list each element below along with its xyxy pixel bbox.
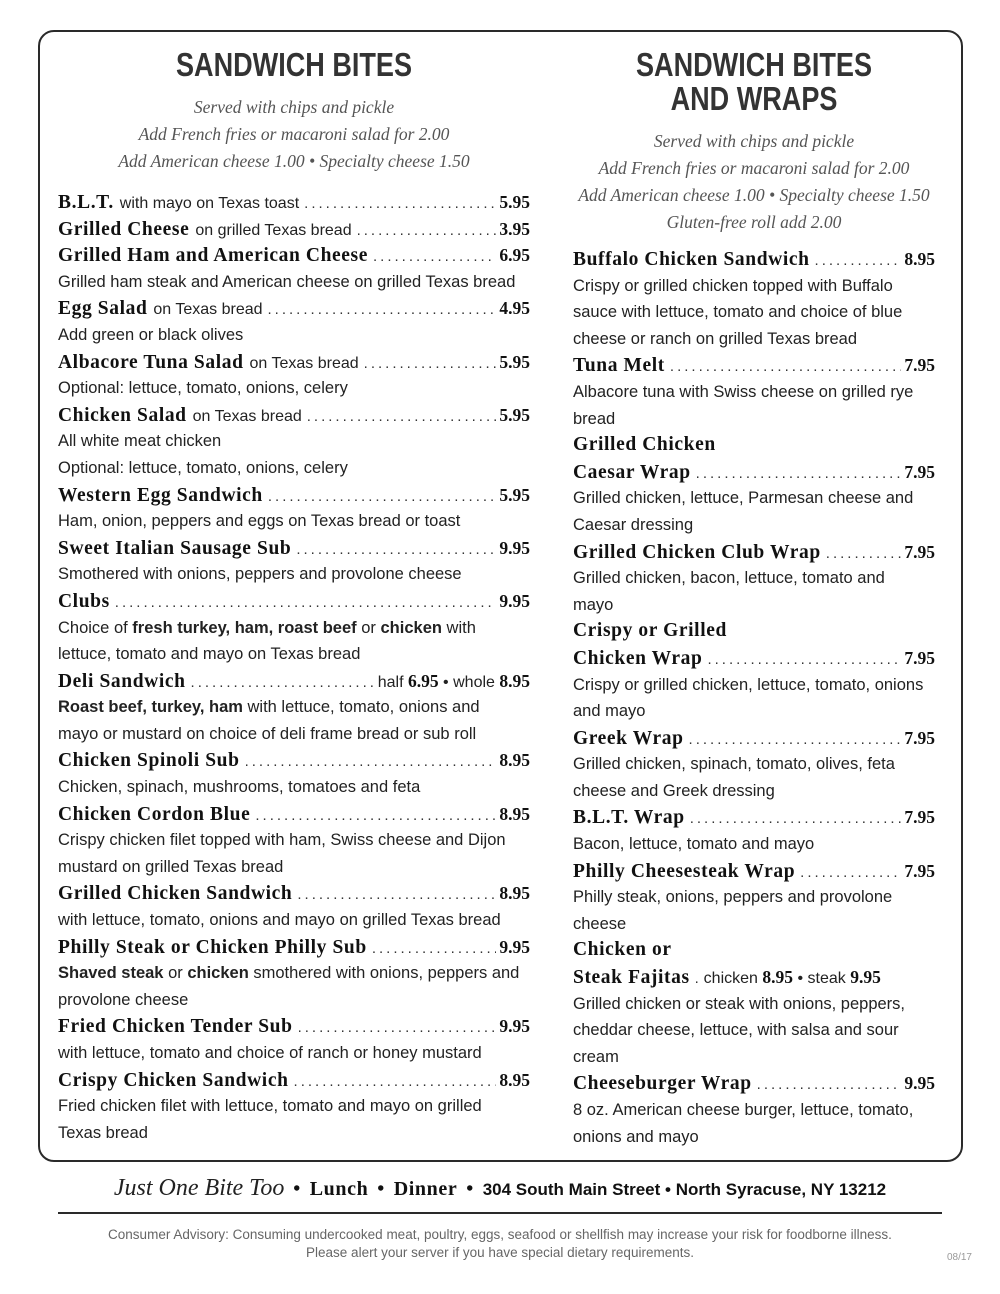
leader-dots: [693, 966, 701, 993]
left-item-list: [58, 189, 530, 588]
item-name: Sweet Italian Sausage Sub: [58, 537, 292, 559]
item-description: Crispy chicken filet topped with ham, Swiss cheese and Dijon: [58, 831, 506, 850]
item-name: Chicken Cordon Blue: [58, 803, 251, 825]
item-note: on grilled Texas bread: [195, 221, 352, 239]
item-price: 9.95: [499, 537, 530, 558]
menu-item: [58, 482, 530, 535]
item-description: Choice of fresh turkey, ham, roast beef or chicken with: [58, 618, 476, 637]
item-name: Grilled Chicken Sandwich: [58, 883, 293, 905]
item-price: 8.95: [499, 803, 530, 824]
item-description: Fried chicken filet with lettuce, tomato and mayo on grilled: [58, 1097, 482, 1116]
right-subtitles: [573, 128, 935, 236]
leader-dots: [755, 1072, 902, 1099]
left-subtitles: [58, 94, 530, 175]
leader-dots: [694, 461, 902, 488]
item-note: on Texas bread: [192, 407, 302, 425]
right-subtitle: Add French fries or macaroni salad for 2.00: [598, 158, 910, 178]
menu-item: [573, 618, 935, 724]
leader-dots: [296, 1015, 497, 1042]
leader-dots: [292, 1069, 497, 1096]
item-name: Caesar Wrap: [573, 461, 691, 483]
menu-item: [58, 349, 530, 402]
item-description: Bacon, lettuce, tomato and mayo: [573, 835, 815, 854]
item-price: 8.95: [904, 249, 935, 269]
menu-item: [58, 880, 530, 933]
item-description: mayo or mustard on choice of deli frame bread or sub roll: [58, 724, 477, 743]
menu-item: [58, 1067, 530, 1147]
menu-item-philly-sub: [58, 934, 530, 1014]
footer-divider: [58, 1212, 942, 1214]
right-column: [573, 48, 935, 1150]
menu-item: [573, 352, 935, 432]
menu-item: [573, 539, 935, 619]
leader-dots: [266, 297, 497, 324]
menu-item: [573, 804, 935, 857]
item-description: onions and mayo: [573, 1127, 699, 1146]
leader-dots: [294, 537, 496, 564]
item-description: cheese or ranch on grilled Texas bread: [573, 329, 858, 348]
item-name: Tuna Melt: [573, 355, 665, 377]
item-price: 5.95: [499, 404, 530, 425]
item-description: Grilled ham steak and American cheese on grilled Texas bread: [58, 272, 516, 291]
item-description: Chicken, spinach, mushrooms, tomatoes and feta: [58, 778, 421, 797]
item-description: cream: [573, 1047, 619, 1066]
item-name: Philly Cheesesteak Wrap: [573, 860, 796, 882]
item-name: Albacore Tuna Salad: [58, 351, 244, 373]
item-description: cheese: [573, 914, 627, 933]
item-description: Texas bread: [58, 1123, 148, 1142]
steak-price: 9.95: [850, 967, 881, 988]
footer: Just One Bite Too • Lunch • Dinner • 304 South Main Street • North Syracuse, NY 13212: [113, 1175, 887, 1201]
item-name: Crispy Chicken Sandwich: [58, 1069, 289, 1091]
leader-dots: [705, 647, 901, 674]
menu-item: [58, 1013, 530, 1066]
item-description: lettuce, tomato and mayo on Texas bread: [58, 645, 361, 664]
item-description: Optional: lettuce, tomato, onions, celery: [58, 458, 348, 477]
leader-dots: [189, 670, 375, 697]
right-title: SANDWICH BITES: [635, 46, 873, 83]
item-name: Western Egg Sandwich: [58, 484, 263, 506]
leader-dots: [243, 749, 497, 776]
consumer-advisory: Consumer Advisory: Consuming undercooked meat, poultry, eggs, seafood or shellfish may increase your risk for foodborne illness. Please alert your server if you have special dietary requirements.: [108, 1227, 892, 1260]
leader-dots: [813, 248, 902, 275]
item-price: 7.95: [904, 541, 935, 562]
menu-item: [58, 801, 530, 881]
right-subtitle: Gluten-free roll add 2.00: [666, 212, 842, 232]
item-price: 5.95: [499, 484, 530, 505]
item-description: with lettuce, tomato and choice of ranch or honey mustard: [58, 1044, 482, 1062]
menu-item: [58, 402, 530, 482]
item-description: mayo: [573, 595, 614, 614]
item-name: Chicken Spinoli Sub: [58, 750, 240, 772]
half-price: 6.95: [407, 670, 439, 691]
item-description: with lettuce, tomato, onions and mayo on grilled Texas bread: [58, 911, 501, 930]
item-description: Add green or black olives: [58, 325, 244, 344]
menu-item-deli-sandwich: Deli Sandwich ..... half 6.95 • whole 8.95 Roast beef, turkey, ham with lettuce, tomato, onions and mayo or mustard on choice of deli frame bread or sub roll: [58, 668, 530, 748]
item-description: mustard on grilled Texas bread: [58, 857, 284, 876]
item-description: Albacore tuna with Swiss cheese on grilled rye: [573, 382, 914, 401]
chicken-price: 8.95: [762, 967, 793, 988]
leader-dots: [824, 541, 902, 568]
item-name: Buffalo Chicken Sandwich: [573, 249, 810, 270]
leader-dots: [798, 860, 901, 887]
item-description: cheddar cheese, lettuce, with salsa and sour: [573, 1021, 899, 1040]
menu-item: [58, 216, 530, 243]
item-description: provolone cheese: [58, 990, 189, 1009]
right-subtitle: Add American cheese 1.00 • Specialty cheese 1.50: [578, 185, 930, 205]
leader-dots: [687, 727, 902, 754]
item-price: 5.95: [499, 351, 530, 372]
item-price: 9.95: [499, 936, 530, 957]
menu-item: [58, 535, 530, 588]
item-description: Philly steak, onions, peppers and provolone: [573, 888, 893, 907]
brand-name: Just One Bite Too: [113, 1175, 285, 1201]
item-name: B.L.T.: [58, 192, 114, 213]
left-item-list-3: [58, 1013, 530, 1146]
item-price: 7.95: [904, 647, 935, 668]
item-description: Grilled chicken or steak with onions, peppers,: [573, 994, 905, 1013]
item-description: All white meat chicken: [58, 432, 222, 451]
item-description: cheese and Greek dressing: [573, 781, 775, 800]
item-price: 4.95: [499, 298, 530, 319]
item-description: Crispy or grilled chicken, lettuce, tomato, onions: [573, 675, 924, 694]
leader-dots: [371, 244, 496, 271]
leader-dots: [362, 351, 497, 378]
footer-lunch: Lunch: [309, 1178, 369, 1200]
item-price: 9.95: [904, 1073, 935, 1094]
leader-dots: [305, 404, 497, 431]
item-price: 3.95: [499, 218, 530, 239]
item-price: 7.95: [904, 807, 935, 828]
menu-item: [573, 432, 935, 538]
item-name: Fried Chicken Tender Sub: [58, 1016, 293, 1038]
left-subtitle: Add American cheese 1.00 • Specialty cheese 1.50: [118, 151, 470, 171]
leader-dots: [370, 936, 497, 963]
item-price: 7.95: [904, 461, 935, 482]
right-title: AND WRAPS: [670, 80, 838, 117]
item-description: Optional: lettuce, tomato, onions, celery: [58, 379, 348, 398]
item-description: Smothered with onions, peppers and provolone cheese: [58, 565, 462, 584]
item-description: sauce with lettuce, tomato and choice of blue: [573, 303, 903, 322]
item-description: Grilled chicken, bacon, lettuce, tomato and: [573, 569, 885, 588]
item-description: and mayo: [573, 702, 646, 721]
item-name: Clubs: [58, 590, 110, 612]
whole-price: 8.95: [499, 670, 530, 691]
item-name: Chicken or: [573, 939, 672, 961]
leader-dots: [302, 191, 496, 218]
item-description: Grilled chicken, lettuce, Parmesan cheese and: [573, 489, 914, 508]
item-name: Grilled Cheese: [58, 218, 190, 240]
item-name: Grilled Ham and American Cheese: [58, 245, 368, 267]
item-price: 9.95: [499, 1016, 530, 1037]
left-item-list-2: [58, 747, 530, 933]
menu-item: [573, 858, 935, 938]
left-column: [58, 48, 530, 1146]
leader-dots: [253, 803, 496, 830]
menu-item-fajitas: Chicken or Steak Fajitas ..... chicken 8.95 • steak 9.95 Grilled chicken or steak with onions, peppers, cheddar cheese, lettuce, with salsa and sour cream: [573, 937, 935, 1070]
item-price: 7.95: [904, 727, 935, 748]
right-item-list: [573, 246, 935, 937]
item-name: Steak Fajitas: [573, 967, 690, 989]
whole-label: whole: [453, 673, 495, 691]
item-price: 7.95: [904, 860, 935, 881]
left-title: SANDWICH BITES: [175, 46, 413, 83]
leader-dots: [266, 484, 497, 511]
item-description: Crispy or grilled chicken topped with Buffalo: [573, 276, 893, 295]
leader-dots: [295, 882, 496, 909]
menu-item: [573, 246, 935, 352]
item-note: on Texas bread: [153, 301, 263, 319]
item-description: Shaved steak or chicken smothered with onions, peppers and: [58, 964, 520, 983]
footer-address: 304 South Main Street • North Syracuse, NY 13212: [482, 1180, 887, 1199]
item-description: Ham, onion, peppers and eggs on Texas bread or toast: [58, 512, 461, 531]
right-subtitle: Served with chips and pickle: [653, 131, 855, 151]
leader-dots: [355, 218, 497, 245]
menu-item: [58, 242, 530, 295]
item-description: Grilled chicken, spinach, tomato, olives, feta: [573, 755, 895, 774]
item-name: Cheeseburger Wrap: [573, 1073, 752, 1095]
menu-item: [58, 747, 530, 800]
right-item-list-2: [573, 1070, 935, 1150]
item-note: on Texas bread: [249, 354, 359, 372]
item-note: with mayo on Texas toast: [119, 195, 300, 212]
item-price: 8.95: [499, 1069, 530, 1090]
leader-dots: [113, 590, 497, 617]
item-price: 8.95: [499, 750, 530, 771]
item-name: Chicken Salad: [58, 404, 187, 426]
item-price: 7.95: [904, 355, 935, 376]
item-price: 9.95: [499, 590, 530, 611]
menu-item: [573, 725, 935, 805]
item-price: 8.95: [499, 883, 530, 904]
item-name: Grilled Chicken: [573, 434, 716, 456]
item-description: bread: [573, 409, 616, 428]
footer-dinner: Dinner: [393, 1178, 458, 1200]
item-description: 8 oz. American cheese burger, lettuce, tomato,: [573, 1101, 914, 1119]
item-name: Deli Sandwich: [58, 670, 186, 692]
half-label: half: [377, 673, 404, 691]
item-description: Caesar dressing: [573, 515, 694, 534]
item-name: Chicken Wrap: [573, 647, 703, 669]
item-name: B.L.T. Wrap: [573, 807, 685, 829]
item-name: Greek Wrap: [573, 727, 684, 749]
left-subtitle: Add French fries or macaroni salad for 2.00: [138, 124, 450, 144]
menu-item: [573, 1070, 935, 1150]
left-subtitle: Served with chips and pickle: [193, 97, 395, 117]
item-price: 5.95: [499, 192, 530, 212]
item-name: Crispy or Grilled: [573, 620, 727, 642]
leader-dots: [688, 806, 902, 833]
menu-item-clubs: [58, 588, 530, 668]
menu-item: [58, 295, 530, 348]
item-name: Egg Salad: [58, 298, 148, 320]
leader-dots: [668, 354, 901, 381]
item-description: Roast beef, turkey, ham with lettuce, tomato, onions and: [58, 698, 480, 717]
item-name: Grilled Chicken Club Wrap: [573, 541, 821, 563]
print-code: 08/17: [946, 1252, 972, 1263]
item-price: 6.95: [499, 245, 530, 266]
item-name: Philly Steak or Chicken Philly Sub: [58, 936, 367, 958]
menu-item: [58, 189, 530, 216]
